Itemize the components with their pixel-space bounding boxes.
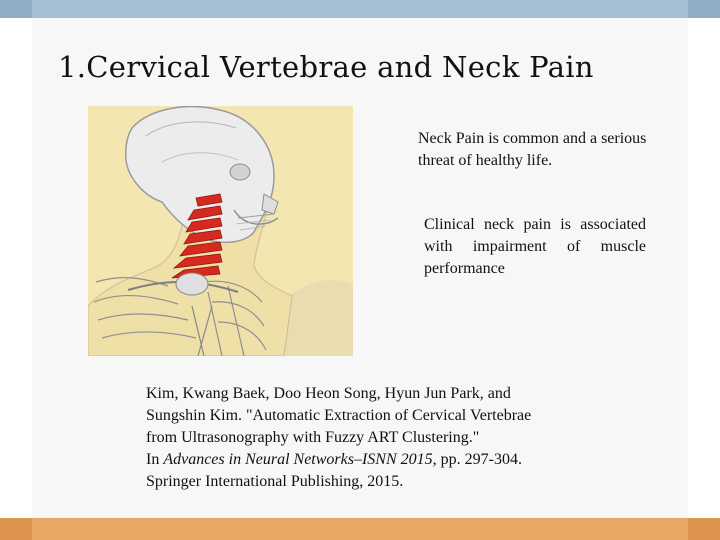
top-bar-left-corner — [0, 0, 32, 18]
reference-line-2: Sungshin Kim. "Automatic Extraction of Cervical Vertebrae — [146, 407, 532, 424]
bottom-bar-left-corner — [0, 518, 32, 540]
neck-pain-statement: Neck Pain is common and a serious threat of healthy life. — [418, 130, 647, 169]
reference-line-4-prefix: In — [146, 451, 164, 468]
bottom-bar-right-corner — [688, 518, 720, 540]
slide-title: 1.Cervical Vertebrae and Neck Pain — [58, 50, 594, 84]
reference-journal-title: Advances in Neural Networks–ISNN 2015 — [163, 451, 433, 468]
reference-citation — [146, 383, 636, 493]
bottom-decorative-bar — [0, 518, 720, 540]
reference-line-4-suffix: , pp. 297-304. — [432, 451, 522, 468]
reference-line-3: from Ultrasonography with Fuzzy ART Clustering." — [146, 429, 480, 446]
neck-skeleton-illustration — [88, 106, 353, 356]
reference-line-5: Springer International Publishing, 2015. — [146, 473, 404, 490]
top-decorative-bar — [0, 0, 720, 18]
reference-line-4 — [146, 449, 636, 471]
clinical-neck-pain-statement: Clinical neck pain is associated with impairment of muscle performance — [424, 216, 646, 277]
top-bar-right-corner — [688, 0, 720, 18]
reference-line-1: Kim, Kwang Baek, Doo Heon Song, Hyun Jun Park, and — [146, 385, 511, 402]
